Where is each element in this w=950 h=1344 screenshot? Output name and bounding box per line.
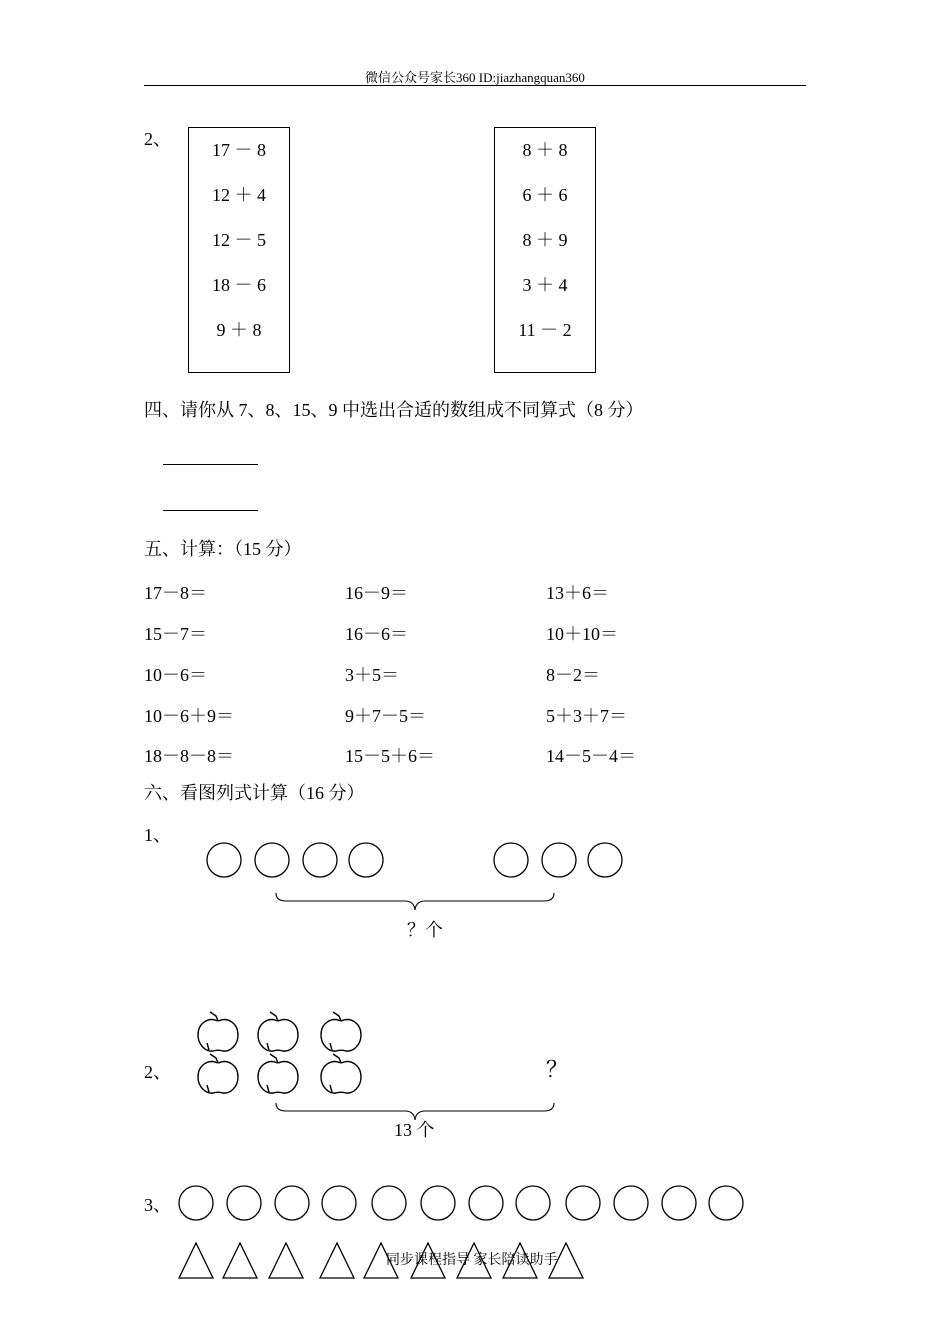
calc-problem: 13＋6＝ [546, 583, 609, 603]
apple-icon [258, 1012, 298, 1051]
q1-circle [494, 843, 528, 877]
q3-triangle [269, 1243, 303, 1278]
q1-brace-label: ？个 [407, 920, 443, 940]
q3-circle [516, 1186, 550, 1220]
q1-brace [276, 893, 554, 910]
right-expression: 8 ＋ 9 [522, 230, 568, 250]
q1-circle [207, 843, 241, 877]
question-2-label: 2、 [144, 1062, 171, 1082]
question-2-label: 2、 [144, 129, 171, 149]
q2-brace [276, 1103, 554, 1120]
q3-circle [275, 1186, 309, 1220]
section-5-title: 五、计算：（15 分） [144, 539, 302, 559]
right-expression: 11 － 2 [518, 320, 572, 340]
calc-problem: 3＋5＝ [345, 665, 399, 685]
right-expression: 6 ＋ 6 [522, 185, 568, 205]
q3-triangle [223, 1243, 257, 1278]
question-3-label: 3、 [144, 1195, 171, 1215]
q3-circle [614, 1186, 648, 1220]
apple-icon [258, 1054, 298, 1093]
calc-problem: 5＋3＋7＝ [546, 706, 627, 726]
q3-circle [227, 1186, 261, 1220]
q2-brace-label: 13 个 [394, 1120, 435, 1140]
q3-circle [566, 1186, 600, 1220]
calc-problem: 16－6＝ [345, 624, 408, 644]
q3-circle [421, 1186, 455, 1220]
q1-circle [542, 843, 576, 877]
left-expression: 9 ＋ 8 [216, 320, 262, 340]
question-1-label: 1、 [144, 825, 171, 845]
calc-problem: 15－5＋6＝ [345, 746, 435, 766]
calc-problem: 16－9＝ [345, 583, 408, 603]
q1-circle [588, 843, 622, 877]
calc-problem: 9＋7－5＝ [345, 706, 426, 726]
left-expression: 17 － 8 [212, 140, 266, 160]
apple-icon [321, 1054, 361, 1093]
calc-problem: 17－8＝ [144, 583, 207, 603]
calc-problem: 10－6＋9＝ [144, 706, 234, 726]
calc-problem: 10－6＝ [144, 665, 207, 685]
calc-problem: 15－7＝ [144, 624, 207, 644]
left-expression: 12 － 5 [212, 230, 266, 250]
apple-icon [321, 1012, 361, 1051]
calc-problem: 10＋10＝ [546, 624, 618, 644]
page-header: 微信公众号家长360 ID:jiazhangquan360 [365, 70, 585, 85]
q3-circle [662, 1186, 696, 1220]
q3-triangle [320, 1243, 354, 1278]
apple-icon [198, 1012, 238, 1051]
right-expression: 8 ＋ 8 [522, 140, 568, 160]
q3-triangle [179, 1243, 213, 1278]
left-expression: 12 ＋ 4 [212, 185, 266, 205]
q3-circle [322, 1186, 356, 1220]
q3-circle [469, 1186, 503, 1220]
q3-circle [179, 1186, 213, 1220]
calc-problem: 14－5－4＝ [546, 746, 636, 766]
calc-problem: 8－2＝ [546, 665, 600, 685]
left-expression: 18 － 6 [212, 275, 266, 295]
section-6-title: 六、看图列式计算（16 分） [144, 783, 365, 803]
q1-circle [303, 843, 337, 877]
calc-problem: 18－8－8＝ [144, 746, 234, 766]
right-expression: 3 ＋ 4 [522, 275, 568, 295]
section-4-title: 四、请你从 7、8、15、9 中选出合适的数组成不同算式（8 分） [144, 400, 644, 420]
q2-question-mark: ？ [546, 1057, 569, 1082]
page-footer: 同步课程指导 家长陪读助手 [386, 1253, 558, 1268]
apple-icon [198, 1054, 238, 1093]
q1-circle [349, 843, 383, 877]
q1-circle [255, 843, 289, 877]
q3-circle [372, 1186, 406, 1220]
q3-circle [709, 1186, 743, 1220]
